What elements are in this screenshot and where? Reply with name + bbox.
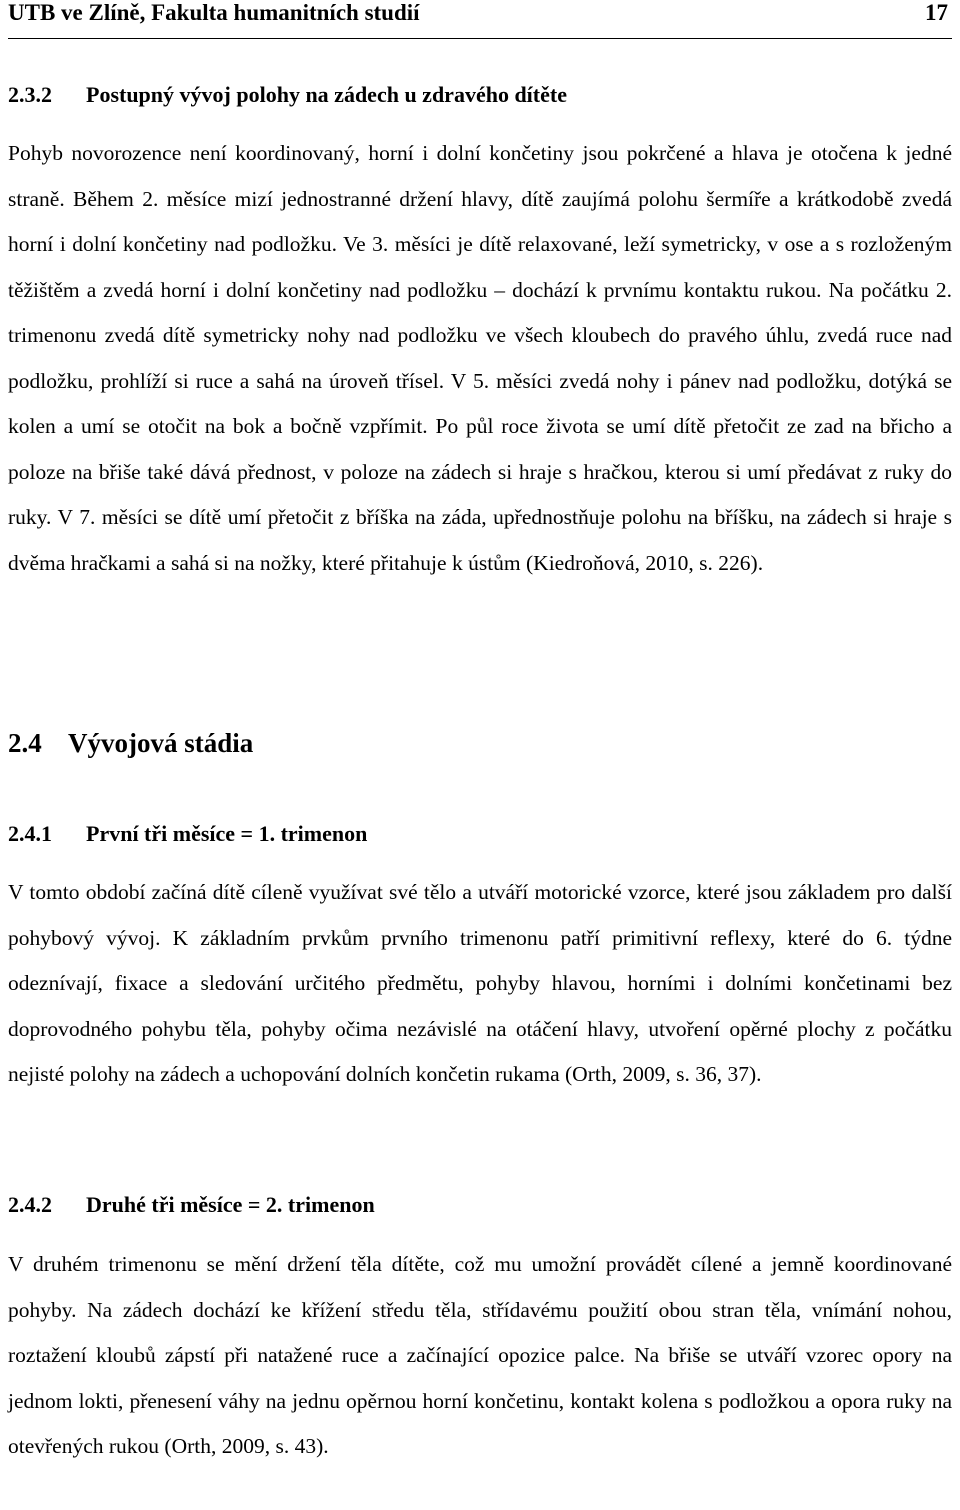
header-institution: UTB ve Zlíně, Fakulta humanitních studií bbox=[8, 0, 420, 25]
heading-title: První tři měsíce = 1. trimenon bbox=[86, 821, 368, 846]
heading-2-4-1 bbox=[8, 821, 367, 847]
heading-2-4 bbox=[8, 728, 253, 759]
heading-number: 2.4.2 bbox=[8, 1192, 52, 1217]
header-page-number: 17 bbox=[925, 0, 948, 25]
heading-title: Druhé tři měsíce = 2. trimenon bbox=[86, 1192, 375, 1217]
heading-2-4-2 bbox=[8, 1192, 375, 1218]
heading-title: Postupný vývoj polohy na zádech u zdravého dítěte bbox=[86, 82, 567, 107]
document-page bbox=[8, 0, 952, 1510]
paragraph-2-4-2: V druhém trimenonu se mění držení těla dítěte, což mu umožní provádět cílené a jemně koordinované pohyby. Na zádech dochází ke křížení středu těla, střídavému použití obou stran těla, vnímání nohou, roztažení kloubů zápstí při natažené ruce a začínající opozice palce. Na břiše se utváří vzorec opory na jednom lokti, přenesení váhy na jednu opěrnou horní končetinu, kontakt kolena s podložkou a opora ruky na otevřených rukou (Orth, 2009, s. 43). bbox=[8, 1252, 952, 1458]
running-header bbox=[8, 0, 952, 39]
heading-2-3-2 bbox=[8, 82, 567, 108]
paragraph-2-4-1: V tomto období začíná dítě cíleně využívat své tělo a utváří motorické vzorce, které jsou základem pro další pohybový vývoj. K základním prvkům prvního trimenonu patří primitivní reflexy, které do 6. týdne odeznívají, fixace a sledování určitého předmětu, pohyby hlavou, horními i dolními končetinami bez doprovodného pohybu těla, pohyby očima nezávislé na otáčení hlavy, utvoření opěrné plochy z počátku nejisté polohy na zádech a uchopování dolních končetin rukama (Orth, 2009, s. 36, 37). bbox=[8, 880, 952, 1086]
heading-title: Vývojová stádia bbox=[68, 728, 254, 758]
heading-number: 2.4.1 bbox=[8, 821, 52, 846]
heading-number: 2.4 bbox=[8, 728, 42, 758]
heading-number: 2.3.2 bbox=[8, 82, 52, 107]
paragraph-2-3-2: Pohyb novorozence není koordinovaný, horní i dolní končetiny jsou pokrčené a hlava je otočena k jedné straně. Během 2. měsíce mizí jednostranné držení hlavy, dítě zaujímá polohu šermíře a krátkodobě zvedá horní i dolní končetiny nad podložku. Ve 3. měsíci je dítě relaxované, leží symetricky, v ose a s rozloženým těžištěm a zvedá horní i dolní končetiny nad podložku – dochází k prvnímu kontaktu rukou. Na počátku 2. trimenonu zvedá dítě symetricky nohy nad podložku ve všech kloubech do pravého úhlu, zvedá ruce nad podložku, prohlíží si ruce a sahá na úroveň třísel. V 5. měsíci zvedá nohy i pánev nad podložku, dotýká se kolen a umí se otočit na bok a bočně vzpřímit. Po půl roce života se umí dítě přetočit ze zad na břicho a poloze na břiše také dává přednost, v poloze na zádech si hraje s hračkou, kterou si umí předávat z ruky do ruky. V 7. měsíci se dítě umí přetočit z bříška na záda, upřednostňuje polohu na bříšku, na zádech si hraje s dvěma hračkami a sahá si na nožky, které přitahuje k ústům (Kiedroňová, 2010, s. 226). bbox=[8, 141, 952, 575]
